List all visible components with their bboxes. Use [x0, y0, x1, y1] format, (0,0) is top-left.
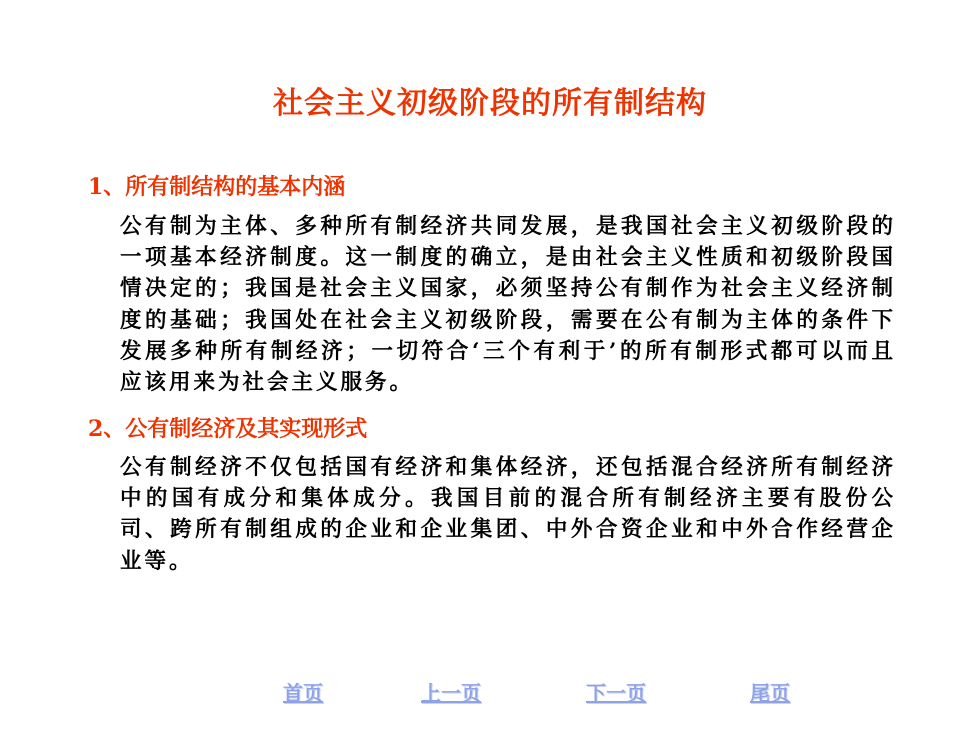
section-body-basic-connotation: 公有制为主体、多种所有制经济共同发展，是我国社会主义初级阶段的一项基本经济制度。这一制度的确立，是由社会主义性质和初级阶段国情决定的；我国是社会主义国家，必须坚持公有制作为社会主义经济制度的基础；我国处在社会主义初级阶段，需要在公有制为主体的条件下发展多种所有制经济；一切符合‘三个有利于’的所有制形式都可以而且应该用来为社会主义服务。 — [120, 214, 896, 396]
section-heading-public-ownership: 2、公有制经济及其实现形式 — [88, 416, 368, 442]
last-page-link[interactable]: 尾页 — [750, 681, 790, 705]
section-heading-basic-connotation: 1、所有制结构的基本内涵 — [88, 174, 346, 200]
section-body-public-ownership: 公有制经济不仅包括国有经济和集体经济，还包括混合经济所有制经济中的国有成分和集体成分。我国目前的混合所有制经济主要有股份公司、跨所有制组成的企业和企业集团、中外合资企业和中外合作经营企业等。 — [120, 455, 896, 574]
next-page-link[interactable]: 下一页 — [586, 681, 646, 705]
first-page-link[interactable]: 首页 — [283, 681, 323, 705]
slide-navigation — [0, 678, 980, 708]
previous-page-link[interactable]: 上一页 — [421, 681, 481, 705]
slide-title: 社会主义初级阶段的所有制结构 — [273, 86, 707, 121]
